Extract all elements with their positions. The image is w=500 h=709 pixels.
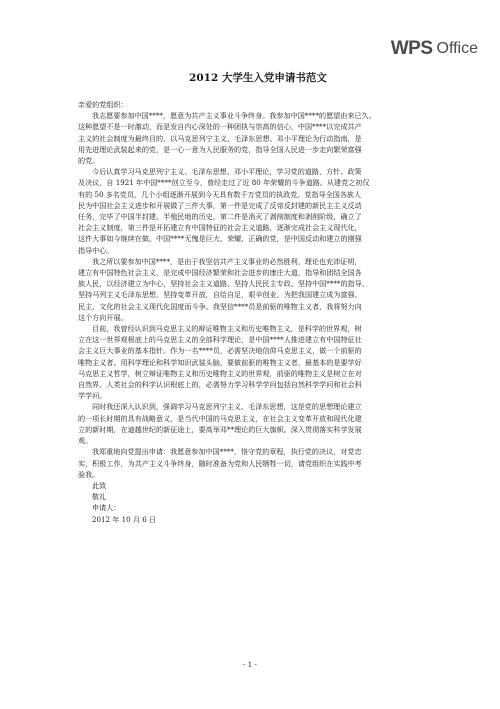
text-line: 观。	[78, 436, 93, 446]
text-line: 学学问。	[78, 391, 107, 401]
greeting: 亲爱的党组织：	[78, 100, 128, 109]
text-line: 的党。	[78, 156, 100, 166]
text-line: 马克思主义哲学，树立辩证唯物主义和历史唯物主义的世界观，前驱的唯物主义是树立在对	[78, 368, 362, 378]
paragraph-5	[78, 401, 438, 446]
text-line: 立在这一世界观根底上的马克思主义的全部科学理论，是中国****人推进建立有中国特征社	[78, 335, 362, 345]
applicant-label: 申请人：	[92, 503, 121, 513]
text-line: 建立有中国特色社会主义，是完成中国经济繁荣和社会进步的康庄大道，指导和团结全国各	[78, 268, 362, 278]
text-line: 这种愿望不是一时激动，而是发自内心深处的一种团执与崇高的信心，中国****以完成共产	[78, 122, 362, 132]
text-line: 有的 50 多名党员，几个小组逐渐开展到今天具有数千万党员的执政党。党指导全国各族人	[78, 189, 362, 199]
text-line: 验我。	[78, 469, 100, 479]
text-line: 民主、文化的社会主义现代化国度而斗争。我坚信****员是前驱的唯物主义者，我将努力向	[78, 301, 362, 311]
wps-logo-mark: WPS	[390, 38, 433, 59]
closing-salute: 敬礼	[92, 492, 107, 502]
text-line: 我郑重地向党提出申请：我愿意参加中国****，恪守党的章程，执行党的决议，对党忠	[92, 447, 362, 457]
text-line: 我志愿要参加中国****，愿意为共产主义事业斗争终身。我参加中国****的愿望由来已久。	[92, 111, 376, 121]
text-line: 自然界、人类社会的科学认识根底上的，必需努力学习科学学问包括自然科学学问和社会科	[78, 380, 362, 390]
closing-block	[78, 480, 438, 525]
text-line: 同时我还深入认识到，强调学习马克思列宁主义、毛泽东思想，这是党的思想理论建立	[92, 402, 362, 412]
paragraph-2	[78, 166, 438, 256]
closing-regards: 此致	[92, 480, 107, 490]
paragraph-1	[78, 110, 438, 166]
document-title: 2012 大学生入党申请书范文	[189, 72, 327, 84]
text-line: 唯物主义者。用科学理论和科学知识武装头脑，要做前驱的唯物主义者，最基本的是要学好	[78, 357, 362, 367]
text-line: 实，积极工作，为共产主义斗争终身，随时准备为党和人民牺牲一切，请党组织在实践中考	[78, 458, 362, 468]
document-body	[78, 70, 438, 525]
office-logo-text: Office	[436, 40, 478, 57]
text-line: 目前，我曾经认识到马克思主义的辩证唯物主义和历史唯物主义，是科学的世界观，树	[92, 324, 362, 334]
text-line: 坚持马列主义毛泽东思想，坚持变革开放，自给自足，艰辛创业，为把我国建立成为富强、	[78, 290, 362, 300]
wps-office-logo	[391, 38, 478, 60]
text-line: 我之所以要参加中国****，是由于我坚信共产主义事业的必然胜利，理论也充沛证明，	[92, 256, 362, 266]
application-date: 2012 年 10 月 6 日	[92, 514, 157, 524]
text-line: 立的新时期，在迪越世纪的新征途上，要高举邓**理论的巨大旗帜。深入贯彻落实科学发展	[78, 424, 362, 434]
text-line: 民为中国社会主义进步和开展做了三件大事，第一件是完成了反帝反封建的新民主主义反动	[78, 200, 362, 210]
text-line: 的一项长时期的具有战略意义，是当代中国的马克思主义，在社会主义变革开放和现代化建	[78, 413, 362, 423]
text-line: 及决议，自 1921 年中国****创立至今，曾经走过了近 80 年荣耀的斗争道路。从建党之初仅	[78, 178, 370, 188]
paragraph-3	[78, 256, 438, 323]
page-number: - 1 -	[243, 661, 257, 669]
text-line: 这个方向开展。	[78, 312, 128, 322]
text-line: 指导中心。	[78, 245, 114, 255]
text-line: 主义的社会制度为最终目的，以马克思列宁主义、毛泽东思想、邓小平理论为行动指南，是	[78, 133, 362, 143]
paragraph-4	[78, 323, 438, 401]
text-line: 这件大事如今继续在做。中国****无愧是巨大、荣耀、正确的党，是中国反动和建立的刚强	[78, 234, 362, 244]
text-line: 用先进理论武装起来的党，是一心一意为人民服务的党，指导全国人民进一步走向繁荣富强	[78, 144, 362, 154]
text-line: 今后认真学习马克思列宁主义、毛泽东思想、邓小平理论，学习党的道路、方针、政策	[92, 167, 362, 177]
text-line: 会主义巨大事业的基本指针。作为一名****员，必需坚决地信仰马克思主义，做一个前驱的	[78, 346, 362, 356]
text-line: 族人民，以经济建立为中心，坚持社会主义道路、坚持人民民主专政、坚持中国****的指导、	[78, 279, 369, 289]
text-line: 社会主义制度，第三件是开拓建立有中国特征的社会主义道路，逐渐完成社会主义现代化，	[78, 223, 362, 233]
paragraph-6	[78, 446, 438, 480]
text-line: 任务，完毕了中国半封建、半殖民地的历史，第二件是消灭了剥削制度和剥削阶级，确立了	[78, 212, 362, 222]
